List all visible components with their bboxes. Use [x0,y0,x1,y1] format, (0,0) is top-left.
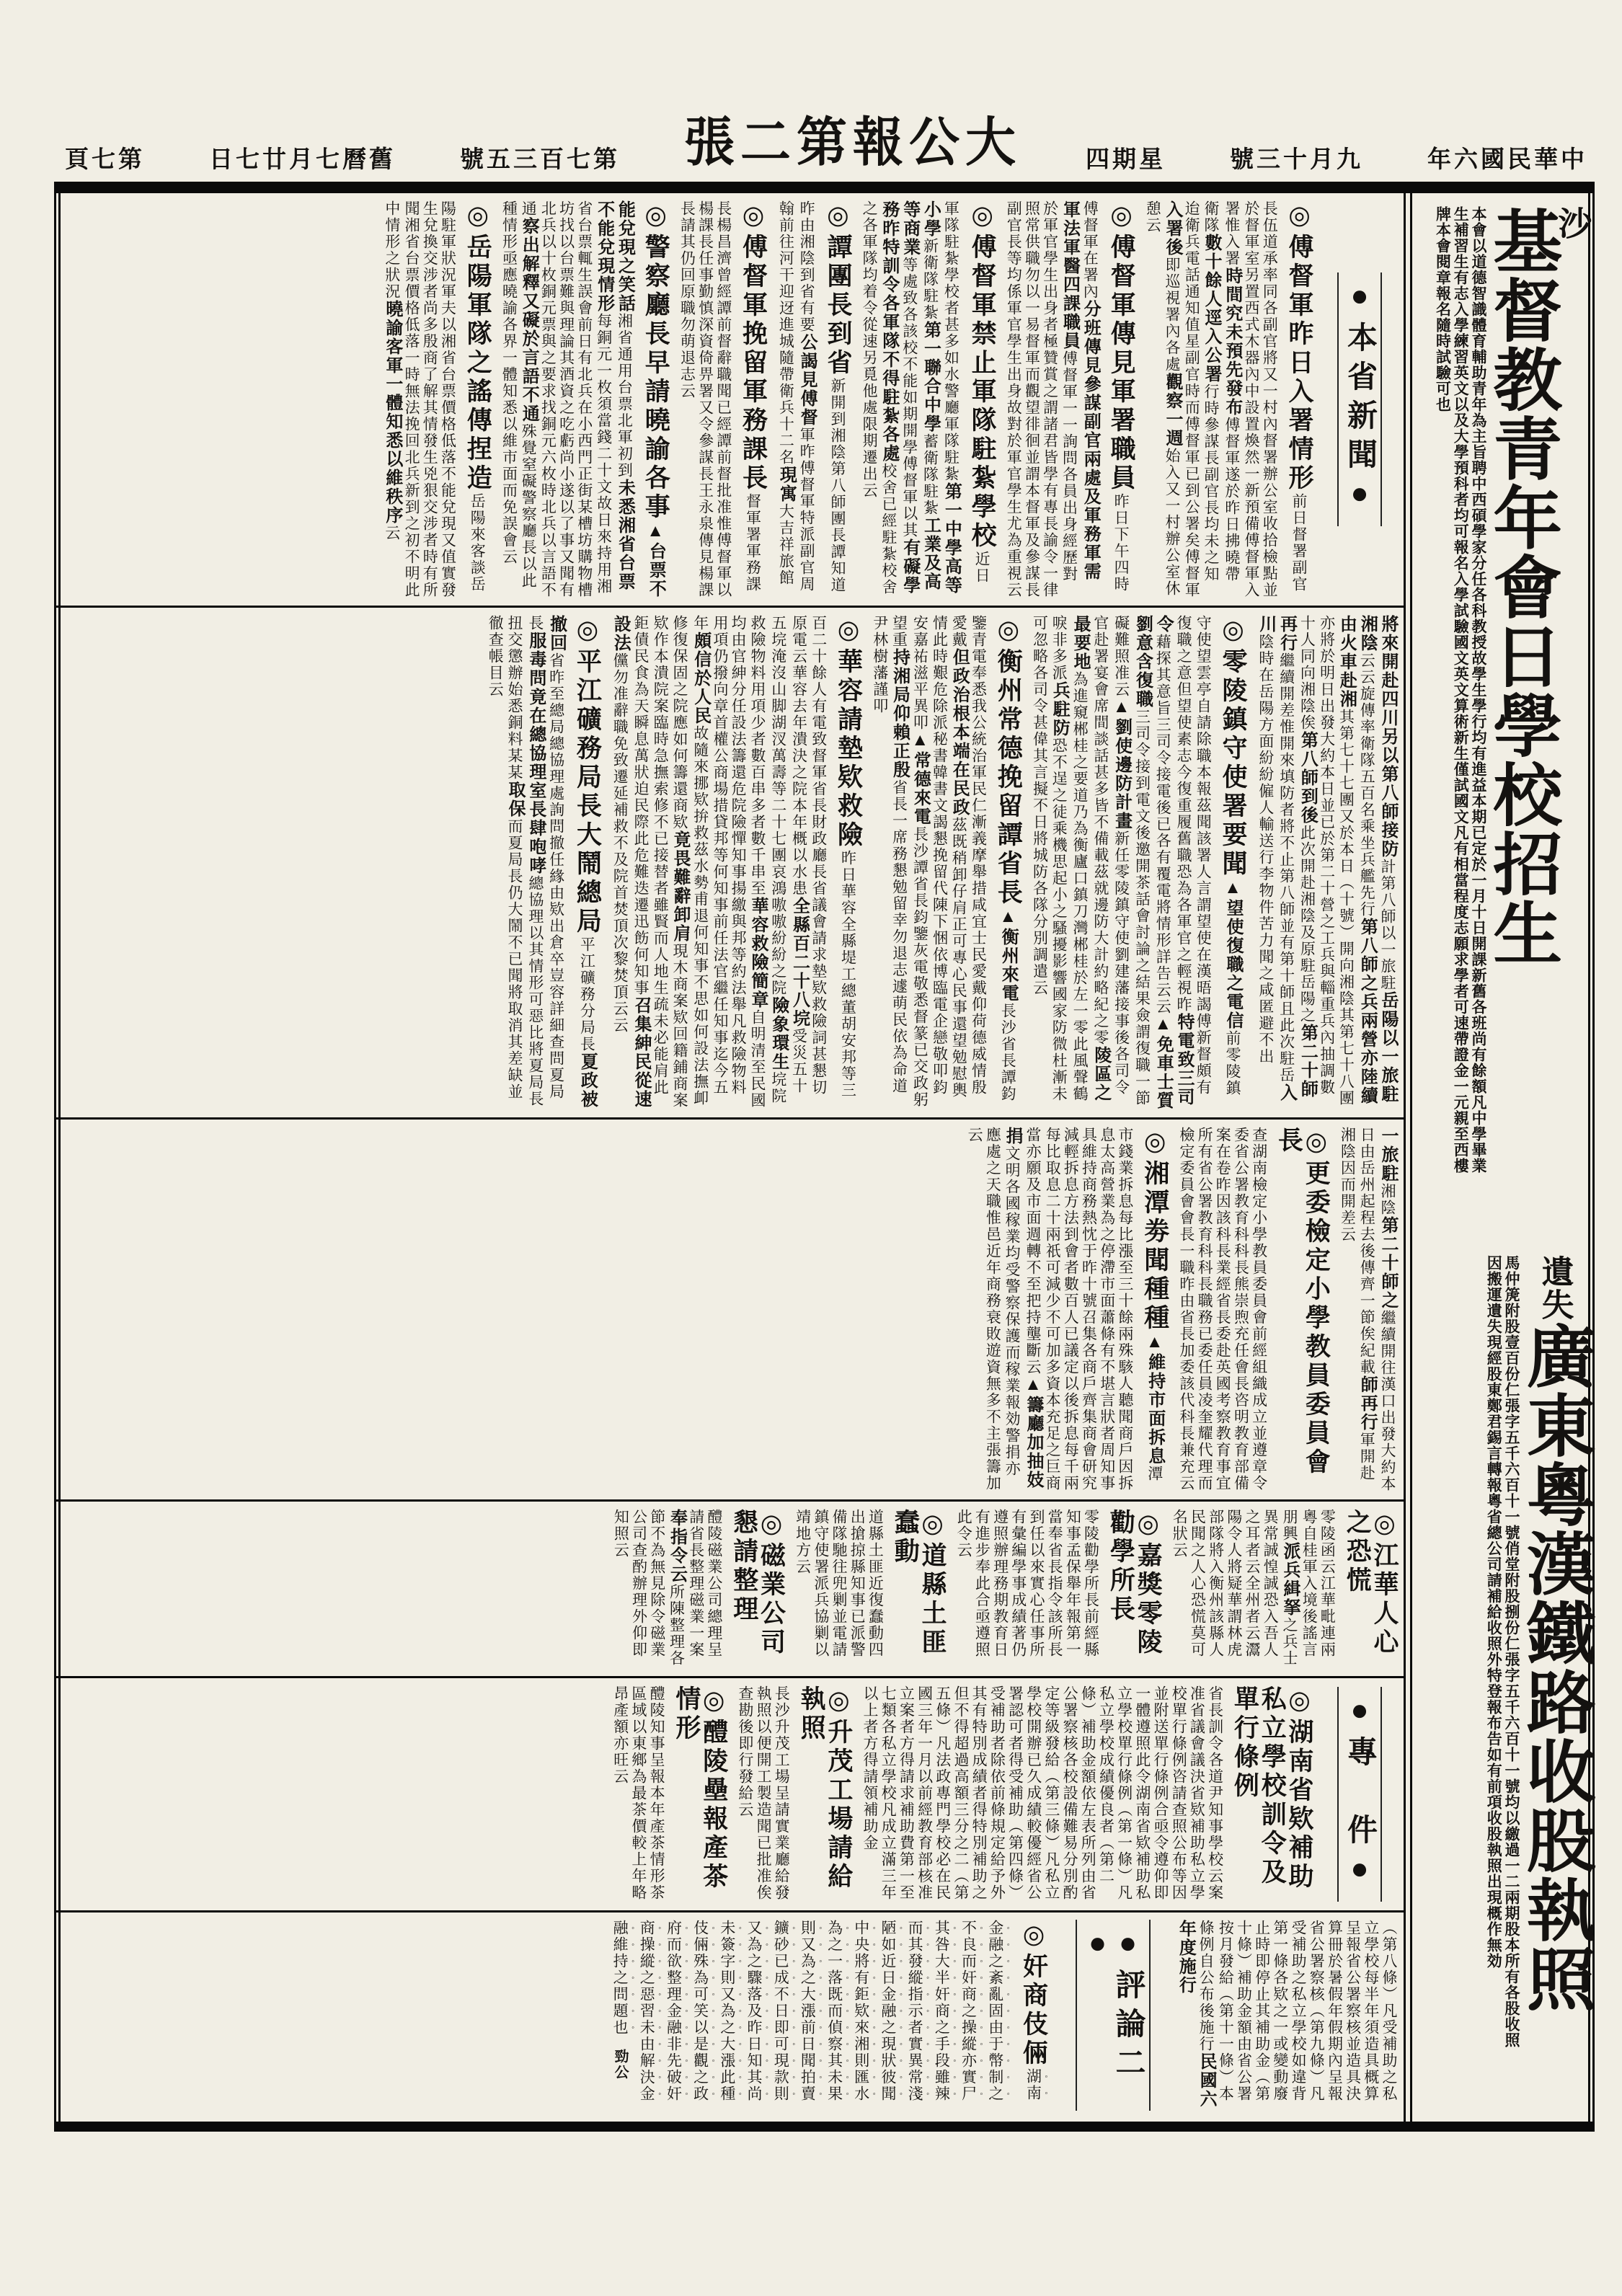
article-headline: ◎警察廳長早請曉諭各事 [642,200,670,522]
article-headline: ◎湖南省欵補助私立學校訓令及單行條例 [1231,1685,1313,1892]
article [611,1920,1051,2111]
news-band [56,1678,1404,1912]
section-label: ●專 件● [1337,1687,1382,1902]
masthead-era-year: 年六國民華中 [1427,147,1587,173]
news-band [56,1912,1404,2118]
news-band [56,193,1404,608]
advertising-column [1404,193,1592,2122]
article-body: 零陵函云江華毗連兩粵自桂軍入境後謠言朋興派兵緝拏之兵士異常誠惶誠恐入吾人之耳者云全州者云灊陽令人將疑華謂林虎部隊將入衡州該縣人民聞之人心恐慌莫可名狀云 [1171,1509,1337,1667]
article [609,615,861,1110]
article-headline: ◎傅督軍挽留軍務課長 [739,200,768,493]
article-headline: ◎磁業公司懇請整理 [730,1509,786,1657]
article [965,1127,1169,1492]
ymca-school-ad-title: 沙 基督教青年會日學校招生 [1486,206,1590,1215]
ymca-school-ad [1416,206,1592,1215]
masthead [65,66,1587,179]
ymca-school-ad-prefix: 沙 [1554,206,1592,241]
article-body: 醴陵知事呈報本年產茶情形茶區域以東鄉為最茶價較上年略昂產額亦旺云 [611,1685,666,1901]
article-body: 查湖南檢定小學教員委員會前經組織成立並遵章令委省公署教育科科長熊崇煦充任會長咨明教育部備案在卷昨因該科長業經省長委赴英國考察教育事宜所有省公署教育科科長職務已委任員凌奎耀代理而檢定委員會會長一職昨由省長加委該代科長兼充云 [1177,1127,1268,1491]
railway-share-ad-body: 馬仲箎附股壹百份仁張字五千六百十一號俏堂附股捌份仁張字五千六百十一號均以繳過一二兩期股本所有各股收照因搬運遺失現經股東鄭君錫言轉報粵省總公司請補給收照外特登報布告如有前項收股執照出現概作無効 [1485,1255,1520,2048]
article [1338,1127,1398,1492]
author-signature: 勁公 [612,2049,629,2080]
article-headline: ◎湘潭劵聞種種 [1140,1127,1169,1333]
article-body: （第八條）凡受補助之私立學校每半年須造具概算呈報省公署察核並造具決算冊於暑假年假期內呈報省公署察核（第九條）凡受補助之私立學校如違背第一條各欵之一或變動廢止時即停止其補助金（第十條）補助金額由省公署按月發給（第十一條）本條例自公布後施行民國六年度施行 [1176,1920,1398,2109]
article-headline: ◎升茂工場請給執照 [797,1685,853,1892]
article [871,615,1022,1110]
article-headline: ◎奸商伎倆 [1019,1920,1048,2068]
article-headline: ◎華容請墊欵救險 [834,615,863,850]
article-body: ▲維持市面拆息潭市錢業拆息每比漲至三十餘兩殊駭人聽聞商戶因拆息太高營業為之停滯市面蕭條有不堪言狀者周知事具維持商務熱忱于昨十號召集各商戶齊集商會研究減輕拆息方法到會者數百人已議定以後拆息每千兩每比取息二十兩祇可減少不可加多資本充足之巨商當亦願及市面週轉不至把持壟斷云▲籌廳加抽妓捐文明各國稼業均受警察保護而稼業報効警捐亦應處之天職惟邑近年商務衰敗遊資無多不主張籌加云 [966,1127,1164,1491]
article [611,1685,727,1903]
article [861,1685,1313,1903]
article-body: 醴陵磁業公司總理呈請省長整理磁業一案奉指令云所陳整理各節不為無見除令磁業公司查酌辦理外仰即知照云 [612,1509,723,1667]
article-headline: ◎嘉獎零陵勸學所長 [1107,1509,1163,1657]
news-band [56,608,1404,1120]
ymca-school-ad-body: 本會以道德智識體育輔助青年為主旨聘中西碩學家分任各科教授故學生學行均有進益本期已定於一月十日開課新舊各班尚有餘額凡中學畢業生補習生有志入學練習英文以及大學預科者均可報名入學試驗國文英文算術新生僅試國文凡有相當程度志願求學者可速帶證金一元親至西樓牌本會閱章報名隨時試驗可也 [1434,206,1487,1174]
article-headline: ◎平江礦務局長大鬧總局 [573,615,602,936]
masthead-weekday: 四期星 [1086,147,1166,173]
article [486,615,601,1110]
masthead-issue-number: 號五三百七第 [460,147,620,173]
article-body: 前日督署副官長伍道承率同各副官將又一村內督署辦公室收拾檢點並於督軍室另置西式木器內中設置煥然一新預備傅督軍入署惟入署時間究未預先發布傅督軍遂於昨日拂曉帶衛隊數十餘人逕入公署行時參謀長副官長均未之知迨衛兵電話通知值星副官時而傅督軍已到公署矣傅督軍入署後即巡視署內各處觀察一週始入又一村辦公室休憩云 [1144,200,1308,598]
article-body: 近日軍隊駐紮學校者甚多如水警廳軍隊駐紮第一中學高等小學新衛隊駐紮第一聯合中學蓄衛隊駐紮工業及高等商業等處致各該校不能如期開學傅督軍以其有礙學務昨特訓令各軍隊不得駐紮各處校舍已經駐紮校舍之各軍隊均着令從速另覓他處限期遷出云 [861,200,991,595]
article [500,200,669,598]
article-body: 將來開赴四川另以第八師接防計第八師以一旅駐岳陽以一旅駐湘陰云云旋傳率衛隊五百名乘坐兵艦先行第八師之兵兩營亦陸續由火車赴湘其第七十七團又於本日（十號）開向湘陰其第七十八團亦將於明日出發大約本日並已於第二十營之工兵與輜重兵內抽調數十人同向湘陰俟第八師到後此次開赴湘陰及原駐岳陽之第二十師再行繼續開差惟開來填防者將不止第八師並有第十師且此次駐岳入川陰時在岳陽方面紛紛僱人輸送行李物件苦力聞之咸匿避不出 [1256,615,1397,1107]
article-body: 長沙升茂工場呈請實業廳給發執照以便開工製造聞已批准俟查勘後即行發給云 [736,1685,791,1901]
article [776,200,851,598]
article-headline: ◎更委檢定小學教員委員會長 [1275,1127,1331,1477]
article-body: 昨日下午四時傅督軍在署內分班傳見參謀副官兩處及軍務軍需軍法軍醫四課職員傅督軍一一詢問各員出身經歷對於軍官學生出身者極贊賞之謂諸君皆學有專長諭令一律照常供職勿以一易督軍而觀望徘徊並謂本督軍及參謀長副官長等均係軍官學生出身故對於軍官學生尤為重視云 [1005,200,1130,598]
article-body: ▲衡州來電長沙省長譚鈞鑒青電奉悉我公統治軍民仁漸義摩舉措咸宜士民愛戴仰荷德威情殷愛戴但政治根本端在民政茲既稍卸仔肩正可專心民事還望勉慰輿情此時艱危除派秘書韓書文謁懇挽留代陳下悃依博臨電企戀敬叩鈞安嘉祐滋平異叩▲常德來電長沙譚省長鈞鑒灰電敬悉督篆已交政躬望重持湘局仰賴正殷省長一席務懇勉留幸勿退志遽萌民依為命道尹林樹藩謹叩 [871,615,1018,1108]
article-headline: ◎醴陵壘報產茶情形 [672,1685,728,1892]
masthead-page-number: 頁七第 [65,147,145,173]
article-headline: ◎傅督軍禁止軍隊駐紮學校 [968,200,997,551]
article [860,200,996,598]
railway-share-ad-lead: 遺失 [1536,1255,1573,1321]
article-body: 新開到湘陰第八師團長譚知道昨由湘陰到省有要公謁見傅督軍昨傅督軍特派副官周翰前往河干迎迓進城隨帶衛兵十二名現寓大吉祥旅館 [776,200,846,593]
article-headline: ◎傅督軍傳見軍署職員 [1107,200,1136,493]
railway-share-ad-title: 遺失廣東粵漢鐵路收股執照 [1515,1255,1593,2013]
article [1004,200,1135,598]
section-label: ●本省新聞● [1337,272,1382,526]
article [381,200,491,598]
article-body: 督軍署軍務課長楊昌濟曾經譚前督辭職聞已經譚前督批准惟傅督軍以楊課長任事勤慎深資倚畀署又令參謀長王永泉傳見楊課長請其仍回原職勿萌退志云 [678,200,762,598]
article [1170,1509,1398,1669]
article-body: 一旅駐湘陰第二十師之繼續開往漢口出發大約本日由岳州起程去後傳齊一節俟紀載師再行軍開赴湘陰因而開差云 [1339,1127,1397,1492]
article-body: 道縣土匪近復蠢動四出搶掠縣知事已派警備隊馳往兜剿並電請鎮守使署派兵協剿以靖地方云 [794,1509,885,1658]
article-body: 岳陽來客談岳陽駐軍狀況軍夫以湘省台票價格低落不能兌現又值實發生兌換交涉者尚多殷商了解其情發生兇狠交涉者時有所聞湘省台票價格低落一時無法挽回北兵新到之初不明此中情形之狀況曉諭客軍一體知悉以維秩序云 [382,200,487,598]
article-headline: ◎岳陽軍隊之謠傳捏造 [464,200,492,493]
section-label: ●評論二● [1076,1920,1151,2111]
article [1143,200,1313,598]
masthead-lunar-date: 日七廿月七曆舊 [209,147,396,173]
article-headline: ◎江華人心之恐慌 [1343,1509,1399,1657]
article [678,200,766,598]
article-body: 昨日華容全縣堤工總董胡安邦等三百二十餘人有電致督軍省長財政廳長省議會請求墊欵救險詞甚懇切原電云華容去年潰決之院本年概以水患全縣百二十八垸受災五十五垸淹沒山脚湖汊萬壽等二十七團哀鴻嗷嗷紛紛之院險象環生垸院救險物料用項少者數百串多者數千串至華容救險簡章自明清至民國均由官紳分任設法籌還危院險憚知事揚繳與邦等約法舉凡救險物料用項仍撥向章首權公商場措貸邦等何知事前任法官繼任知事迄今五年頗信於人民故隨來挪欵拚救茲水勢甫退何知事不思如何設法撫卹修復保固之院應如何籌還商欵竟畏難辭卸肩現木商案欵回籍鋪商案欵作本潰院案臨時急撫索修不已接替者雖賢而人地生疏未必能肩此鉅債民食為天瞬息萬狀迫民際此危難迭遷迅飭何知事召集紳民從速設法儻勿准辭職免致遷延補救不及院首焚頂次黎焚頂云云 [611,615,857,1109]
content-frame [54,182,1595,2132]
article-body: 湖南金融之紊亂固由于幣制之不良而奸商之操縱亦實尸其咎大半奸商之手段雖辣而其發縱指示者實異常淺陋如近日金融之現狀彼聞中央將有鉅欵來湘則匯水為之一落既而偵察其未果則又為之大漲前日聞拍賣鑛砂已成不日即可現款則又為之驟落及昨日知其尚未簽字則又為之大漲此種伎倆殊為可笑以是觀之政府而欲整理金融非先破奸商操縱之惡習未由解決金融維持之問題也 [611,1920,1042,2102]
article-body: 平江礦務分局長夏政被撤回省昨至總局總協理處詢問撤任緣由欵出倉卒豈容詳細查問夏局長服毒問竟在總協理室長肆咆哮總協理以其情形可惡比將夏局長扭交懲辦始悉銅料某某取保而夏局長仍大鬧不已聞將取消其差缺並徹查帳目云 [487,615,597,1109]
masthead-date: 號三十月九 [1230,147,1363,173]
article [954,1509,1161,1669]
article-headline: ◎衡州常德挽留譚省長 [994,615,1023,908]
article-body: 零陵勸學所長前經縣知事孟保舉年報第一當奉省長指令該所長到任以來實心任事所有彙編學事成績著仍遵照辦理務期教育日有進步奉此合亟遵照此令云 [955,1509,1100,1658]
article-headline: ◎傅督軍昨日入署情形 [1285,200,1313,493]
article [793,1509,946,1669]
news-columns [56,193,1404,2122]
article [1177,1127,1330,1492]
article-headline: ◎譚團長到省 [823,200,852,378]
article [1175,1920,1398,2111]
railway-share-ad [1416,1255,1593,2084]
article-headline: ◎道縣土匪蠢動 [891,1509,947,1657]
paper-title: 張二第報公大 [684,114,1021,173]
news-band [56,1502,1404,1678]
article-headline: ◎零陵鎮守使署要聞 [1219,615,1248,879]
article [1255,615,1398,1110]
article-body: 省長訓令各道尹知事學校云案准省議會議決省欵補助私立學校單行條例咨請查照公布等因並附送單行條例合亟令遵仰即一體遵照此令湖南省欵補助私立學校單行條例（第一條）凡私立學校成績優良者（第二條）補助金額依左表所列由省公署察核各校設備難易分別酌定等級發給（第三條）凡私立學校開辦已久成績較優經省公署認可者得受補助（第四條）受補助者除依前條規定給予外其有特別成績者得特別補助之但不得超過高額三分之二（第五條）凡法政專門學校必在民國三年一月以前經教育部核准立案者方得請求補助費第一至七類各私立學校凡成立滿三年以上者方得請領補助金 [861,1685,1224,1901]
news-band [56,1120,1404,1502]
article-body: ▲台票不能兌現之笑話湘省通用台票北軍初到未悉湘省台票不能兌現情形每銅元一枚須當錢二十文故日來持用湘省台票輒生誤會前日有北兵在小西門正街某槽坊購物槽坊找以台票難與理論其酒資之吃虧尚小遂以了事又聞有北兵以十枚銅元票與之要求找銅元六枚時北兵以言語不通察出解釋又礙於言語不通殊覺窒礙警察廳長以此種情形亟應曉諭各界一體知悉以維市面而免誤會云 [500,200,665,598]
article-body: ▲望使復職之電信前零陵鎮守使望雲亭自請除職本報茲聞該署人言謂望使在漢晤謁傅新督頗有復職之意但望使素志今復重履舊職恐為各軍官之輕視昨特電致三司令藉探其意旨三司令接電後已各有覆電將情形詳告云云▲免車士質劉意含復職三司令接到電文後邀開茶話會討論之結果僉謂復職一節礙難照准云▲劉使邊防計畫新任零陵鎮守使劉建藩接事後各司令官赴署宴會席間談話甚多皆不備載茲就邊防大計約略紀之零陵區之最要地為進窺郴桂之要道乃為衡廬口鎮刀灣郴桂於左一零此風聲鶴唳非多派兵駐防恐不逞之徒乘機思起小之騷擾影響國家防微杜漸未可忽略各司令甚偉其言擬不日將城防各隊分別調遣云 [1031,615,1243,1110]
article [736,1685,852,1903]
article [1030,615,1246,1110]
article [611,1509,784,1669]
